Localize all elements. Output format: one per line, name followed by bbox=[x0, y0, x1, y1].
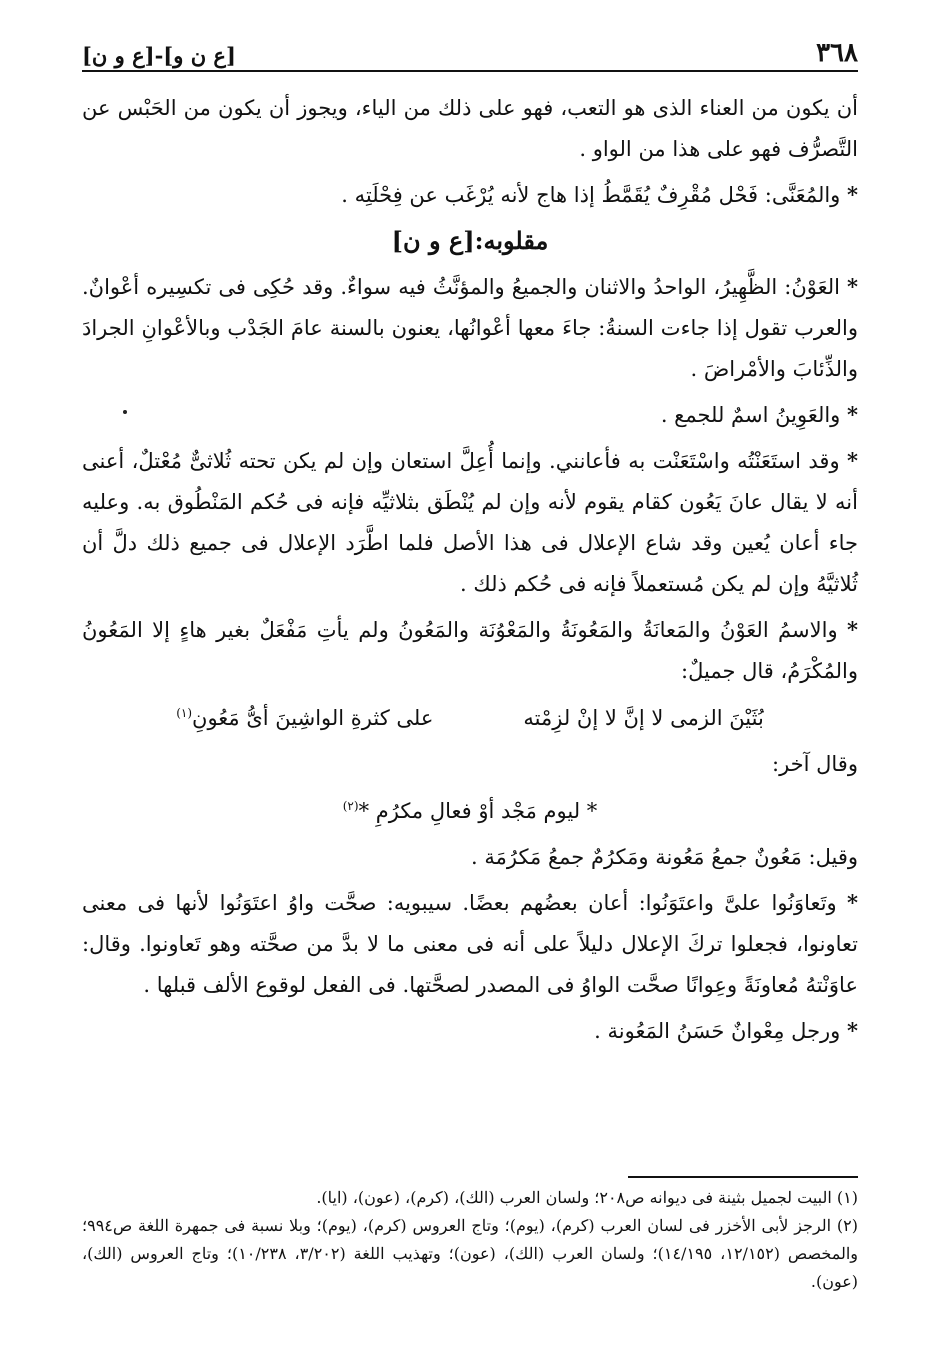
footnote: (٢) الرجز لأبى الأخزر فى لسان العرب (كرم)، (يوم)؛ وتاج العروس (كرم)، (يوم)؛ وبلا نسبة فى جمهرة اللغة ص٩٩٤؛ والمخصص (١٢/١٥٢، ١٤/١٩٥)؛ ولسان العرب (الك)، (عون)؛ وتهذيب اللغة (٣/٢٠٢، ١٠/٢٣٨)؛ وتاج العروس (الك)، (عون). bbox=[82, 1216, 859, 1291]
footnote-rule bbox=[628, 1176, 858, 1178]
paragraph: وقيل: مَعُونٌ جمعُ مَعُونة ومَكرُمٌ جمعُ مَكرُمَة . bbox=[471, 845, 858, 869]
verse-line: * ليوم مَجْد أوْ فعالِ مكرُمِ *$^{(٢)}$ bbox=[342, 799, 598, 823]
running-head: [ع ن و]-[ع و ن] bbox=[82, 43, 236, 68]
header-rule bbox=[82, 70, 858, 72]
verse-line bbox=[82, 696, 858, 740]
section-heading: مقلوبه:[ع و ن] bbox=[391, 226, 549, 255]
footnote-ref: (١) bbox=[176, 706, 193, 720]
main-text bbox=[82, 88, 858, 1056]
paragraph: * والاسمُ العَوْنُ والمَعانَةُ والمَعُونَةُ والمَعْوُنَة والمَعُونُ ولم يأتِ مَفْعَلٌ بغير هاءٍ إلا المَعُونُ والمُكْرَمُ، قال جميلٌ: bbox=[82, 617, 858, 683]
paragraph: أن يكون من العناء الذى هو التعب، فهو على ذلك من الياء، ويجوز أن يكون من الحَبْس عن التَّصرُّف فهو على هذا من الواو . bbox=[82, 96, 858, 161]
footnotes bbox=[82, 1184, 858, 1296]
footnote-ref: (٢) bbox=[342, 799, 359, 813]
verse-hemistich-second: على كثرةِ الواشِينَ أىُّ مَعُونِ$^{(١)}$ bbox=[176, 706, 434, 730]
footnote: (١) البيت لجميل بثينة فى ديوانه ص٢٠٨؛ ولسان العرب (الك)، (كرم)، (عون)، (ايا). bbox=[316, 1188, 858, 1207]
paragraph: * ورجل مِعْوانٌ حَسَنُ المَعُونة . bbox=[594, 1018, 858, 1043]
paragraph: وقال آخر: bbox=[772, 752, 858, 776]
paragraph: * والمُعَنَّى: فَحْل مُقْرِفٌ يُقَمَّطُ إذا هاج لأنه يُرْغَب عن فِحْلَتِه . bbox=[341, 182, 858, 207]
paragraph: * وقد استَعَنْتُه واسْتَعَنْت به فأعانني. وإنما أُعِلَّ استعان وإن لم يكن تحته ثُلاثىٌّ مُعْتلٌ، أعنى أنه لا يقال عانَ يَعُون كقام يقوم لأنه وإن لم يُنْطَق بثلاثيِّه فإنه فى حُكم المَنْطُوق به. وعليه جاء أعان يُعين وقد شاع الإعلال فى هذا الأصل فلما اطَّرَد الإعلال فى جميع ذلك دلَّ أن ثُلاثيَّهُ وإن لم يكن مُستعملاً فإنه فى حُكم ذلك . bbox=[82, 448, 858, 596]
paragraph: * العَوْنُ: الظَّهِيرُ، الواحدُ والاثنان والجميعُ والمؤنَّثُ فيه سواءٌ. وقد حُكِى فى تكسِيره أعْوانٌ. والعرب تقول إذا جاءت السنةُ: جاءَ معها أعْوانُها، يعنون بالسنة عامَ الجَدْب وبالأعْوانِ الجرادَ والذِّئابَ والأمْراضَ . bbox=[82, 274, 858, 381]
paragraph: * والعَوِينُ اسمٌ للجمع . bbox=[660, 402, 858, 427]
verse-hemistich-first: بُثَيْنَ الزمى لا إنَّ لا إنْ لزِمْته bbox=[523, 706, 764, 730]
page-header bbox=[82, 34, 858, 68]
page-number: ٣٦٨ bbox=[816, 38, 858, 68]
paragraph: * وتَعاوَنُوا علىَّ واعتَوَنُوا: أعان بعضُهم بعضًا. سيبويه: صحَّت واوُ اعتَوَنُوا لأنها فى معنى تعاونوا، فجعلوا تركَ الإعلال دليلاً على أنه فى معنى ما لا بدَّ من صحَّته وهو تَعاونوا. وقال: عاوَنْتهُ مُعاونَةً وعِوانًا صحَّت الواوُ فى المصدر لصحَّتها. فى الفعل لوقوع الألف قبلها . bbox=[82, 890, 858, 997]
